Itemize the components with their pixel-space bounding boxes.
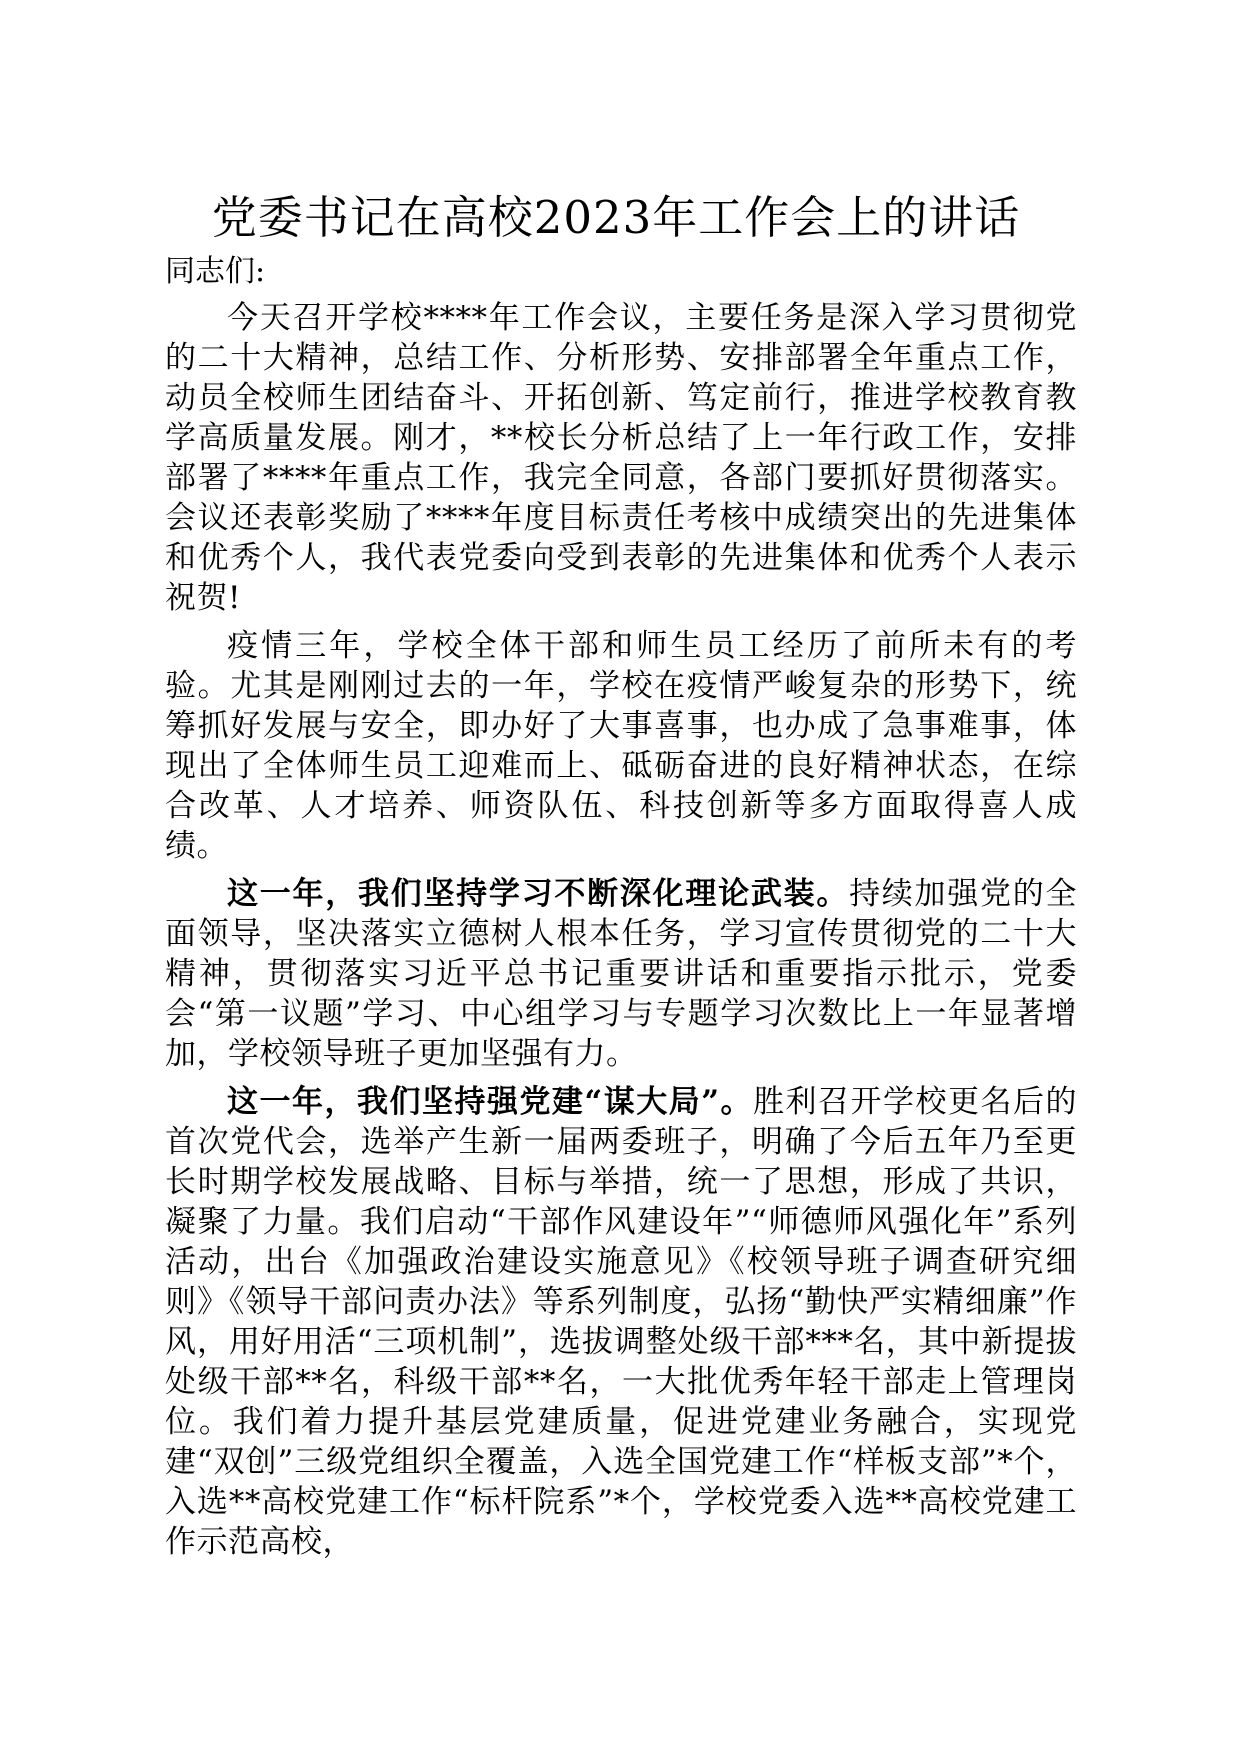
paragraph-4-text: 胜利召开学校更名后的首次党代会，选举产生新一届两委班子，明确了今后五年乃至更长时期学校发展战略、目标与举措，统一了思想，形成了共识，凝聚了力量。我们启动“干部作风建设年”“师德师风强化年”系列活动，出台《加强政治建设实施意见》《校领导班子调查研究细则》《领导干部问责办法》等系列制度，弘扬“勤快严实精细廉”作风，用好用活“三项机制”，选拔调整处级干部***名，其中新提拔处级干部**名，科级干部**名，一大批优秀年轻干部走上管理岗位。我们着力提升基层党建质量，促进党建业务融合，实现党建“双创”三级党组织全覆盖，入选全国党建工作“样板支部”*个，入选**高校党建工作“标杆院系”*个，学校党委入选**高校党建工作示范高校，	[165, 1084, 1078, 1560]
paragraph-3-text: 持续加强党的全面领导，坚决落实立德树人根本任务，学习宣传贯彻党的二十大精神，贯彻落实习近平总书记重要讲话和重要指示批示，党委会“第一议题”学习、中心组学习与专题学习次数比上一年显著增加，学校领导班子更加坚强有力。	[165, 876, 1078, 1072]
paragraph-3-lead: 这一年，我们坚持学习不断深化理论武装。	[227, 876, 850, 912]
paragraph-3	[165, 874, 1077, 1074]
paragraph-4	[165, 1082, 1077, 1562]
document-title: 党委书记在高校2023年工作会上的讲话	[211, 191, 1021, 244]
paragraph-1-text: 今天召开学校****年工作会议，主要任务是深入学习贯彻党的二十大精神，总结工作、分析形势、安排部署全年重点工作，动员全校师生团结奋斗、开拓创新、笃定前行，推进学校教育教学高质量发展。刚才，**校长分析总结了上一年行政工作，安排部署了****年重点工作，我完全同意，各部门要抓好贯彻落实。会议还表彰奖励了****年度目标责任考核中成绩突出的先进集体和优秀个人，我代表党委向受到表彰的先进集体和优秀个人表示祝贺!	[165, 300, 1077, 616]
document-page	[165, 190, 1077, 1570]
paragraph-2	[165, 626, 1077, 866]
paragraph-4-lead: 这一年，我们坚持强党建“谋大局”。	[227, 1084, 754, 1120]
paragraph-1	[165, 298, 1077, 618]
paragraph-2-text: 疫情三年，学校全体干部和师生员工经历了前所未有的考验。尤其是刚刚过去的一年，学校在疫情严峻复杂的形势下，统筹抓好发展与安全，即办好了大事喜事，也办成了急事难事，体现出了全体师生员工迎难而上、砥砺奋进的良好精神状态，在综合改革、人才培养、师资队伍、科技创新等多方面取得喜人成绩。	[165, 628, 1077, 864]
salutation: 同志们:	[165, 254, 266, 289]
